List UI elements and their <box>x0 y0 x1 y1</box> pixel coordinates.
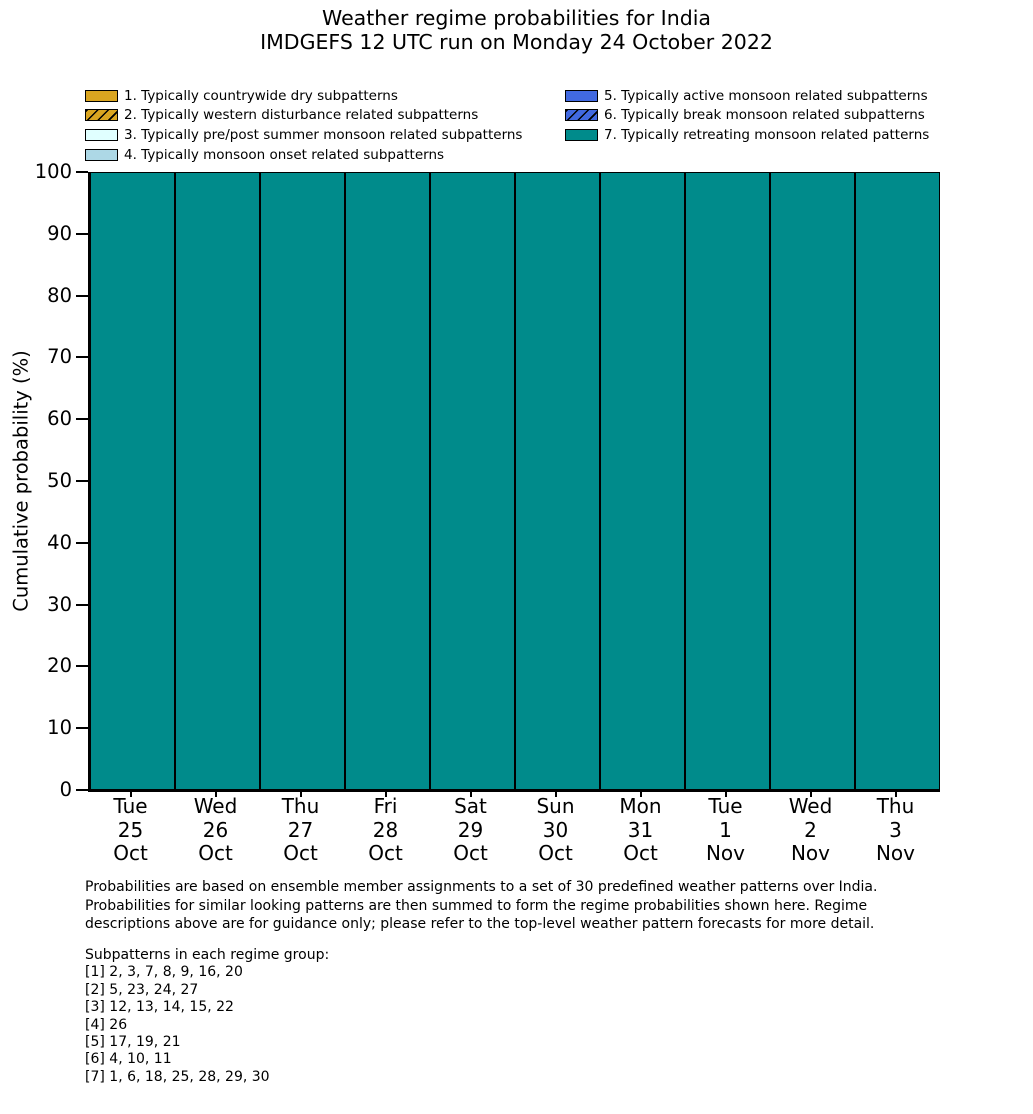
bar-segment-regime-7 <box>175 172 260 790</box>
x-tick-day: Wed <box>193 794 238 818</box>
bar-column <box>260 172 345 790</box>
figure-subtitle: IMDGEFS 12 UTC run on Monday 24 October 2022 <box>260 30 773 54</box>
x-tick-date: 27 <box>287 817 314 842</box>
x-tick-day: Sun <box>536 794 575 818</box>
x-tick-month: Oct <box>368 841 403 865</box>
x-tick-date: 1 <box>719 817 732 842</box>
x-tick-day: Thu <box>876 794 915 818</box>
x-tick-label <box>841 795 951 866</box>
y-tick-label: 80 <box>47 283 72 307</box>
bar-segment-regime-7 <box>770 172 855 790</box>
legend-swatch-icon <box>85 90 118 102</box>
legend-label: 6. Typically break monsoon related subpatterns <box>604 107 925 124</box>
y-tick-mark <box>76 789 88 791</box>
y-tick-mark <box>76 356 88 358</box>
y-tick-label: 60 <box>47 407 72 431</box>
x-tick-month: Nov <box>875 841 916 865</box>
x-tick-day: Thu <box>281 794 320 818</box>
subpattern-line: [5] 17, 19, 21 <box>85 1034 181 1051</box>
legend-swatch-icon <box>565 129 598 141</box>
x-tick-date: 28 <box>372 817 399 842</box>
x-tick-day: Tue <box>113 794 148 818</box>
y-tick-mark <box>76 233 88 235</box>
x-tick-month: Oct <box>538 841 573 865</box>
figure-title: Weather regime probabilities for India <box>322 6 711 30</box>
subpattern-line: [7] 1, 6, 18, 25, 28, 29, 30 <box>85 1068 270 1085</box>
bar-column <box>855 172 940 790</box>
x-tick-day: Wed <box>788 794 833 818</box>
legend-item <box>565 106 929 126</box>
bar-segment-regime-7 <box>90 172 175 790</box>
y-tick-mark <box>76 418 88 420</box>
x-tick-date: 29 <box>457 817 484 842</box>
subpattern-line: [6] 4, 10, 11 <box>85 1051 172 1068</box>
x-tick-day: Mon <box>619 794 662 818</box>
legend-item <box>565 125 929 145</box>
subpattern-line: [4] 26 <box>85 1016 128 1033</box>
bar-column <box>600 172 685 790</box>
bar-segment-regime-7 <box>260 172 345 790</box>
bar-segment-regime-7 <box>685 172 770 790</box>
x-tick-month: Oct <box>283 841 318 865</box>
subpattern-line: [3] 12, 13, 14, 15, 22 <box>85 999 234 1016</box>
bar-segment-regime-7 <box>855 172 940 790</box>
x-tick-month: Nov <box>705 841 746 865</box>
legend-label: 5. Typically active monsoon related subpatterns <box>604 87 928 104</box>
y-tick-label: 50 <box>47 469 72 492</box>
footer-text <box>85 878 877 934</box>
legend-item <box>85 125 522 145</box>
subpattern-lines <box>85 964 329 1086</box>
x-tick-day: Tue <box>708 794 743 818</box>
x-tick-month: Oct <box>623 841 658 865</box>
y-tick-label: 90 <box>47 221 72 245</box>
y-tick-mark <box>76 604 88 606</box>
legend-item <box>85 106 522 126</box>
y-axis-label: Cumulative probability (%) <box>9 350 33 612</box>
bar-column <box>515 172 600 790</box>
legend-swatch-icon <box>85 149 118 161</box>
y-tick-label: 10 <box>47 716 72 740</box>
y-tick-label: 70 <box>47 345 72 369</box>
footer-line: Probabilities for similar looking patterns are then summed to form the regime probabilities shown here. Regime <box>85 897 868 914</box>
legend-label: 3. Typically pre/post summer monsoon related subpatterns <box>124 126 523 143</box>
y-tick-label: 20 <box>47 654 72 678</box>
x-tick-date: 3 <box>889 817 902 842</box>
x-tick-day: Sat <box>454 794 487 818</box>
y-tick-mark <box>76 665 88 667</box>
legend-label: 1. Typically countrywide dry subpatterns <box>124 87 398 104</box>
y-tick-label: 0 <box>59 778 72 801</box>
bar-segment-regime-7 <box>430 172 515 790</box>
title-block <box>0 6 1033 54</box>
bar-column <box>770 172 855 790</box>
bar-column <box>430 172 515 790</box>
legend-right-column <box>565 86 929 145</box>
plot-area <box>88 172 940 792</box>
bar-column <box>90 172 175 790</box>
legend-item <box>85 86 522 106</box>
y-tick-mark <box>76 171 88 173</box>
subpattern-line: [1] 2, 3, 7, 8, 9, 16, 20 <box>85 964 243 981</box>
x-tick-month: Oct <box>198 841 233 865</box>
x-tick-date: 2 <box>804 817 817 842</box>
x-tick-month: Oct <box>453 841 488 865</box>
x-tick-date: 26 <box>202 817 229 842</box>
legend-left-column <box>85 86 522 164</box>
footer-line: Probabilities are based on ensemble member assignments to a set of 30 predefined weather patterns over India. <box>85 879 878 895</box>
bar-column <box>685 172 770 790</box>
legend-label: 4. Typically monsoon onset related subpatterns <box>124 146 445 163</box>
y-tick-mark <box>76 727 88 729</box>
bar-column <box>175 172 260 790</box>
bar-segment-regime-7 <box>515 172 600 790</box>
subpatterns-block <box>85 947 329 1086</box>
legend-swatch-icon <box>565 109 598 121</box>
y-tick-label: 30 <box>47 592 72 616</box>
y-tick-mark <box>76 295 88 297</box>
y-tick-label: 100 <box>34 160 72 183</box>
x-tick-month: Nov <box>790 841 831 865</box>
footer-line: descriptions above are for guidance only; please refer to the top-level weather pattern forecasts for more detail. <box>85 916 875 933</box>
legend-swatch-icon <box>85 109 118 121</box>
x-tick-day: Fri <box>373 794 398 818</box>
x-tick-date: 30 <box>542 817 569 842</box>
legend-item <box>85 145 522 165</box>
bar-column <box>345 172 430 790</box>
y-tick-label: 40 <box>47 530 72 554</box>
legend-swatch-icon <box>85 129 118 141</box>
bar-segment-regime-7 <box>345 172 430 790</box>
x-tick-date: 31 <box>627 817 654 842</box>
legend-label: 2. Typically western disturbance related subpatterns <box>124 107 479 124</box>
x-tick-date: 25 <box>117 817 144 842</box>
subpatterns-heading: Subpatterns in each regime group: <box>85 947 330 963</box>
y-tick-mark <box>76 480 88 482</box>
legend-swatch-icon <box>565 90 598 102</box>
subpattern-line: [2] 5, 23, 24, 27 <box>85 981 199 998</box>
legend-item <box>565 86 929 106</box>
bar-segment-regime-7 <box>600 172 685 790</box>
x-tick-month: Oct <box>113 841 148 865</box>
y-tick-mark <box>76 542 88 544</box>
legend-label: 7. Typically retreating monsoon related patterns <box>604 126 930 143</box>
